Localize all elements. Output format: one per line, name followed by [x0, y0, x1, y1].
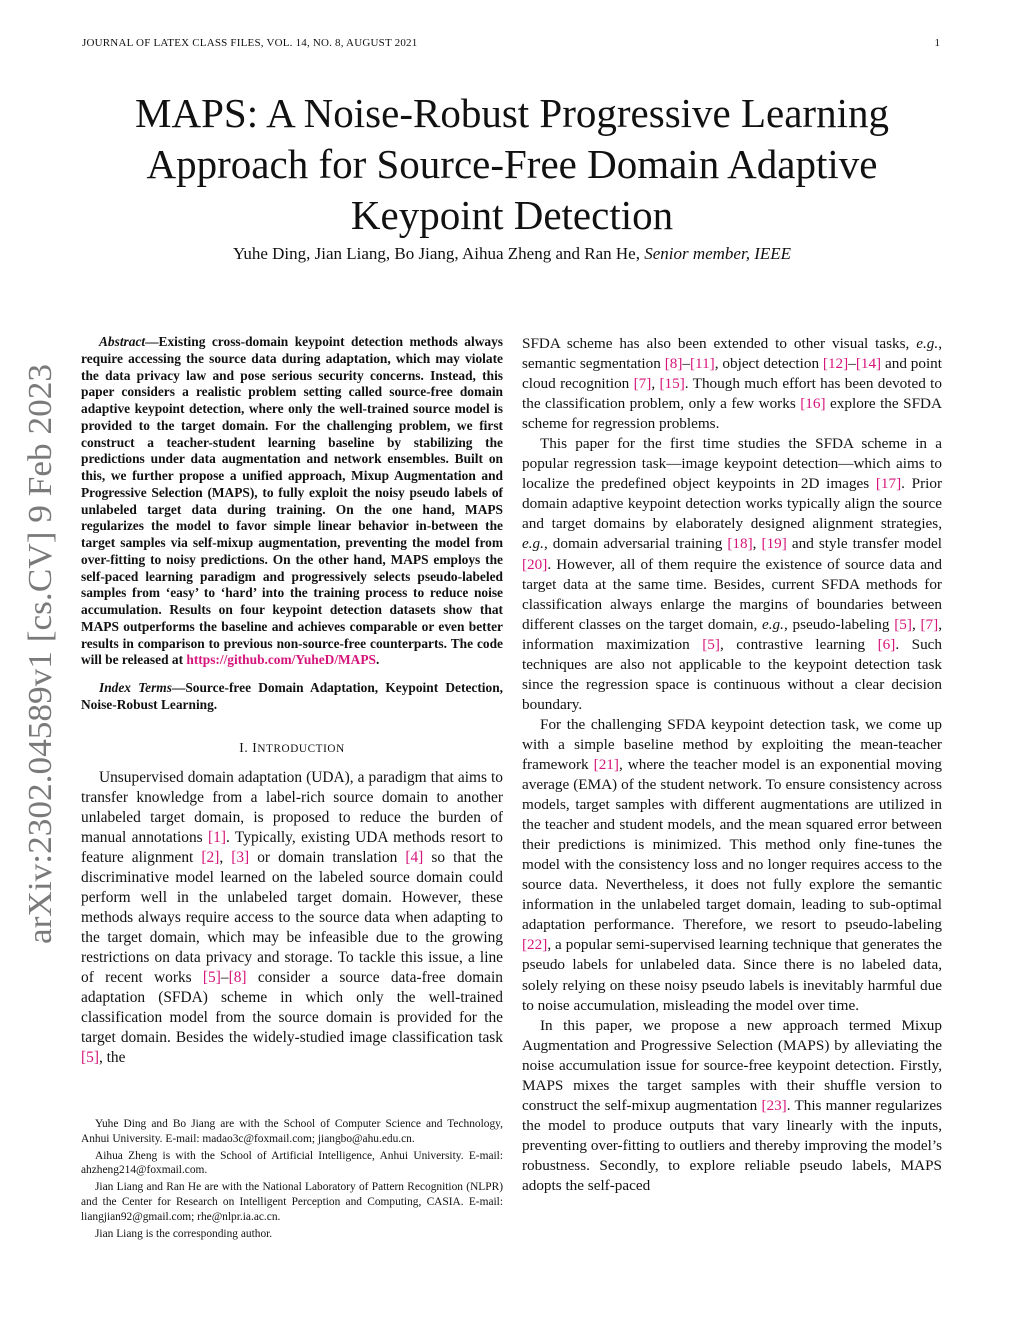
- citation-link[interactable]: [8]: [228, 968, 247, 986]
- right-column: [522, 334, 942, 1196]
- citation-link[interactable]: [3]: [231, 848, 250, 866]
- citation-link[interactable]: [6]: [877, 635, 896, 653]
- abstract-label: Abstract: [99, 334, 146, 349]
- right-paragraph-3: For the challenging SFDA keypoint detection task, we come up with a simple baseline method by exploiting the mean-teacher framework [21], where the teacher model is an exponential moving average (EMA) of the student network. To ensure consistency across models, target samples with different augmentations are utilized in the teacher and student models, and the mean squared error between their predictions is minimized. This method only fine-tunes the model with the consistency loss and no longer requires access to the source data. Nevertheless, it does not fully explore the semantic information in the unlabeled target domain, leading to sub-optimal adaptation performance. Therefore, we resort to pseudo-labeling [22], a popular semi-supervised learning technique that generates the pseudo labels for unlabeled data. Since there is no labeled data, solely relying on these noisy pseudo labels is inevitably harmful due to noise accumulation, misleading the model over time.: [522, 715, 942, 1014]
- citation-link[interactable]: [14]: [855, 355, 882, 373]
- arxiv-id: arXiv:2302.04589v1 [cs.CV] 9 Feb 2023: [22, 384, 59, 944]
- abstract-text: —Existing cross-domain keypoint detection methods always require accessing the source data during adaptation, which may violate the data privacy law and pose serious security concerns. Instead, this paper considers a realistic problem setting called source-free domain adaptive keypoint detection, where only the well-trained source model is provided to the target domain. For the challenging problem, we first construct a teacher-student learning baseline by stabilizing the predictions under data augmentation and network ensembles. Built on this, we further propose a unified approach, Mixup Augmentation and Progressive Selection (MAPS), to fully exploit the noisy pseudo labels of unlabeled target data during training. On the one hand, MAPS regularizes the model to favor simple linear behavior in-between the target samples via self-mixup augmentation, preventing the model from over-fitting to noisy predictions. On the other hand, MAPS employs the self-paced learning paradigm and progressively selects pseudo-labeled samples from ‘easy’ to ‘hard’ into the training process to reduce noise accumulation. Results on four keypoint detection datasets show that MAPS outperforms the baseline and achieves comparable or even better results in comparison to previous non-source-free counterparts. The code will be released at: [81, 334, 503, 668]
- citation-link[interactable]: [7]: [920, 615, 939, 633]
- citation-link[interactable]: [21]: [593, 755, 619, 773]
- intro-paragraph-1: Unsupervised domain adaptation (UDA), a paradigm that aims to transfer knowledge from a label-rich source domain to another unlabeled target domain, is proposed to reduce the burden of manual annotations [1]. Typically, existing UDA methods resort to feature alignment [2], [3] or domain translation [4] so that the discriminative model learned on the labeled source domain could perform well in the unlabeled target domain. However, these methods always require access to the source data when adapting to the target domain, which may be infeasible due to the growing restrictions on data privacy and storage. To tackle this issue, a line of recent works [5]–[8] consider a source data-free domain adaptation (SFDA) scheme in which only the well-trained classification model from the source domain is provided for the target domain. Besides the widely-studied image classification task [5], the: [81, 768, 504, 1067]
- citation-link[interactable]: [16]: [800, 395, 826, 413]
- index-terms-text: —Source-free Domain Adaptation, Keypoint Detection, Noise-Robust Learning.: [81, 680, 503, 712]
- citation-link[interactable]: [19]: [761, 535, 787, 553]
- citation-link[interactable]: [11]: [690, 355, 715, 373]
- footnote: Yuhe Ding and Bo Jiang are with the School of Computer Science and Technology, Anhui University. E-mail: madao3c@foxmail.com; jiangbo@ahu.edu.cn.: [81, 1118, 503, 1145]
- author-names: Yuhe Ding, Jian Liang, Bo Jiang, Aihua Zheng and Ran He,: [232, 244, 640, 263]
- citation-link[interactable]: [7]: [633, 375, 652, 393]
- citation-link[interactable]: [20]: [522, 555, 548, 573]
- footnote: Jian Liang is the corresponding author.: [95, 1227, 273, 1240]
- right-paragraph-4: In this paper, we propose a new approach termed Mixup Augmentation and Progressive Selection (MAPS) by alleviating the noise accumulation issue for source-free keypoint detection. Firstly, MAPS mixes the target samples with their shuffle version to construct the self-mixup augmentation [23]. This manner regularizes the model to produce outputs that vary linearly with the inputs, preventing over-fitting to outliers and thereby improving the model’s robustness. Secondly, to explore reliable pseudo labels, MAPS adopts the self-paced: [522, 1016, 942, 1194]
- citation-link[interactable]: [15]: [659, 375, 685, 393]
- paper-title: MAPS: A Noise-Robust Progressive Learning Approach for Source-Free Domain Adaptive Keypoint Detection: [135, 90, 889, 238]
- citation-link[interactable]: [18]: [727, 535, 753, 553]
- left-column: [81, 334, 503, 1068]
- citation-link[interactable]: [12]: [822, 355, 849, 373]
- citation-link[interactable]: [5]: [202, 968, 221, 986]
- author-footnotes: [81, 1117, 503, 1244]
- footnote: Aihua Zheng is with the School of Artificial Intelligence, Anhui University. E-mail: ahzheng214@foxmail.com.: [81, 1149, 503, 1177]
- abstract: Abstract—Existing cross-domain keypoint detection methods always require accessing the source data during adaptation, which may violate the data privacy law and pose serious security concerns. Instead, this paper considers a realistic problem setting called source-free domain adaptive keypoint detection, where only the well-trained source model is provided to the target domain. For the challenging problem, we first construct a teacher-student learning baseline by stabilizing the predictions under data augmentation and network ensembles. Built on this, we further propose a unified approach, Mixup Augmentation and Progressive Selection (MAPS), to fully exploit the noisy pseudo labels of unlabeled target data during training. On the one hand, MAPS regularizes the model to favor simple linear behavior in-between the target samples via self-mixup augmentation, preventing the model from over-fitting to noisy predictions. On the other hand, MAPS employs the self-paced learning paradigm and progressively selects pseudo-labeled samples from ‘easy’ to ‘hard’ into the training process to reduce noise accumulation. Results on four keypoint detection datasets show that MAPS outperforms the baseline and achieves comparable or even better results in comparison to previous non-source-free counterparts. The code will be released at https://github.com/YuheD/MAPS.: [81, 334, 503, 668]
- citation-link[interactable]: [22]: [522, 936, 548, 954]
- section-heading-introduction: I. INTRODUCTION: [239, 739, 345, 755]
- right-paragraph-1: SFDA scheme has also been extended to other visual tasks, e.g., semantic segmentation [8]–[11], object detection [12]–[14] and point cloud recognition [7], [15]. Though much effort has been devoted to the classification problem, only a few works [16] explore the SFDA scheme for regression problems.: [522, 335, 942, 433]
- citation-link[interactable]: [23]: [761, 1096, 787, 1114]
- citation-link[interactable]: [2]: [201, 848, 220, 866]
- author-role: Senior member, IEEE: [644, 244, 792, 263]
- running-header: JOURNAL OF LATEX CLASS FILES, VOL. 14, NO. 8, AUGUST 2021: [82, 37, 418, 49]
- citation-link[interactable]: [17]: [875, 475, 902, 493]
- citation-link[interactable]: [8]: [664, 355, 683, 373]
- arxiv-sidebar: [7, 356, 65, 956]
- right-paragraph-2: This paper for the first time studies the SFDA scheme in a popular regression task—image keypoint detection—which aims to localize the predefined object keypoints in 2D images [17]. Prior domain adaptive keypoint detection works typically align the source and target domains by elaborately designed alignment strategies, e.g., domain adversarial training [18], [19] and style transfer model [20]. However, all of them require the existence of source data and target data at the same time. Besides, current SFDA methods for classification always enlarge the margins of boundaries between different classes on the target domain, e.g., pseudo-labeling [5], [7], information maximization [5], contrastive learning [6]. Such techniques are also not applicable to the keypoint detection task since the regression space is continuous without a clear decision boundary.: [522, 435, 943, 713]
- citation-link[interactable]: [5]: [81, 1049, 99, 1067]
- footnote: Jian Liang and Ran He are with the National Laboratory of Pattern Recognition (NLPR) and the Center for Research on Intelligent Perception and Computing, CASIA. E-mail: liangjian92@gmail.com; rhe@nlpr.ia.ac.cn.: [81, 1181, 503, 1223]
- code-link[interactable]: https://github.com/YuheD/MAPS: [186, 652, 376, 668]
- page-number: 1: [934, 37, 940, 49]
- citation-link[interactable]: [5]: [702, 635, 720, 653]
- citation-link[interactable]: [4]: [405, 848, 424, 866]
- index-terms-label: Index Terms: [99, 680, 172, 695]
- index-terms: [81, 680, 503, 714]
- citation-link[interactable]: [1]: [208, 828, 226, 846]
- citation-link[interactable]: [5]: [894, 615, 912, 633]
- author-line: [82, 243, 942, 265]
